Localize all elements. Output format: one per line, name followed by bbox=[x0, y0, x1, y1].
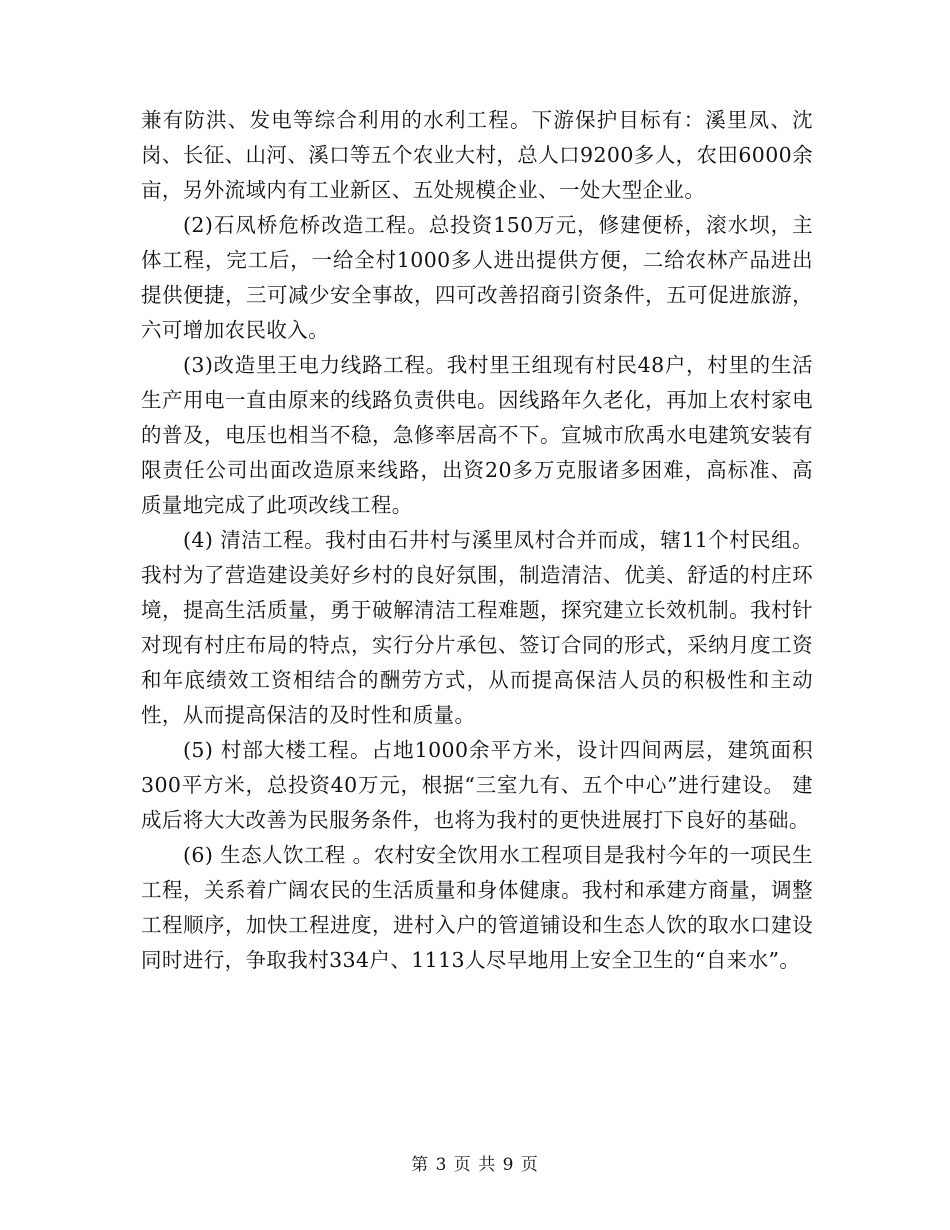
paragraph-continued-water-project: 兼有防洪、发电等综合利用的水利工程。下游保护目标有：溪里凤、沈岗、长征、山河、溪口等五个农业大村，总人口9200多人，农田6000余亩，另外流域内有工业新区、五处规模企业、一处大型企业。 bbox=[141, 108, 813, 202]
paragraph-drinking-water-project: (6) 生态人饮工程 。农村安全饮用水工程项目是我村今年的一项民生工程，关系着广阔农民的生活质量和身体健康。我村和承建方商量，调整工程顺序，加快工程进度，进村入户的管道铺设和生态人饮的取水口建设同时进行，争取我村334户、1113人尽早地用上安全卫生的“自来水”。 bbox=[141, 843, 813, 972]
paragraph-bridge-project: (2)石凤桥危桥改造工程。总投资150万元，修建便桥，滚水坝，主体工程，完工后，一给全村1000多人进出提供方便，二给农林产品进出提供便捷，三可减少安全事故，四可改善招商引资条件，五可促进旅游，六可增加农民收入。 bbox=[141, 213, 813, 342]
paragraph-power-line-project: (3)改造里王电力线路工程。我村里王组现有村民48户，村里的生活生产用电一直由原来的线路负责供电。因线路年久老化，再加上农村家电的普及，电压也相当不稳，急修率居高不下。宣城市欣禹水电建筑安装有限责任公司出面改造原来线路，出资20多万克服诸多困难，高标准、高质量地完成了此项改线工程。 bbox=[141, 353, 813, 517]
paragraph-village-building-project: (5) 村部大楼工程。占地1000余平方米，设计四间两层，建筑面积300平方米，总投资40万元，根据“三室九有、五个中心”进行建设。 建成后将大大改善为民服务条件，也将为我村的更快进展打下良好的基础。 bbox=[141, 738, 813, 832]
paragraph-cleaning-project: (4) 清洁工程。我村由石井村与溪里凤村合并而成，辖11个村民组。我村为了营造建设美好乡村的良好氛围，制造清洁、优美、舒适的村庄环境，提高生活质量，勇于破解清洁工程难题，探究建立长效机制。我村针对现有村庄布局的特点，实行分片承包、签订合同的形式，采纳月度工资和年底绩效工资相结合的酬劳方式，从而提高保洁人员的积极性和主动性，从而提高保洁的及时性和质量。 bbox=[141, 528, 813, 727]
page-number-footer: 第 3 页 共 9 页 bbox=[411, 1155, 539, 1175]
document-body bbox=[141, 103, 813, 978]
